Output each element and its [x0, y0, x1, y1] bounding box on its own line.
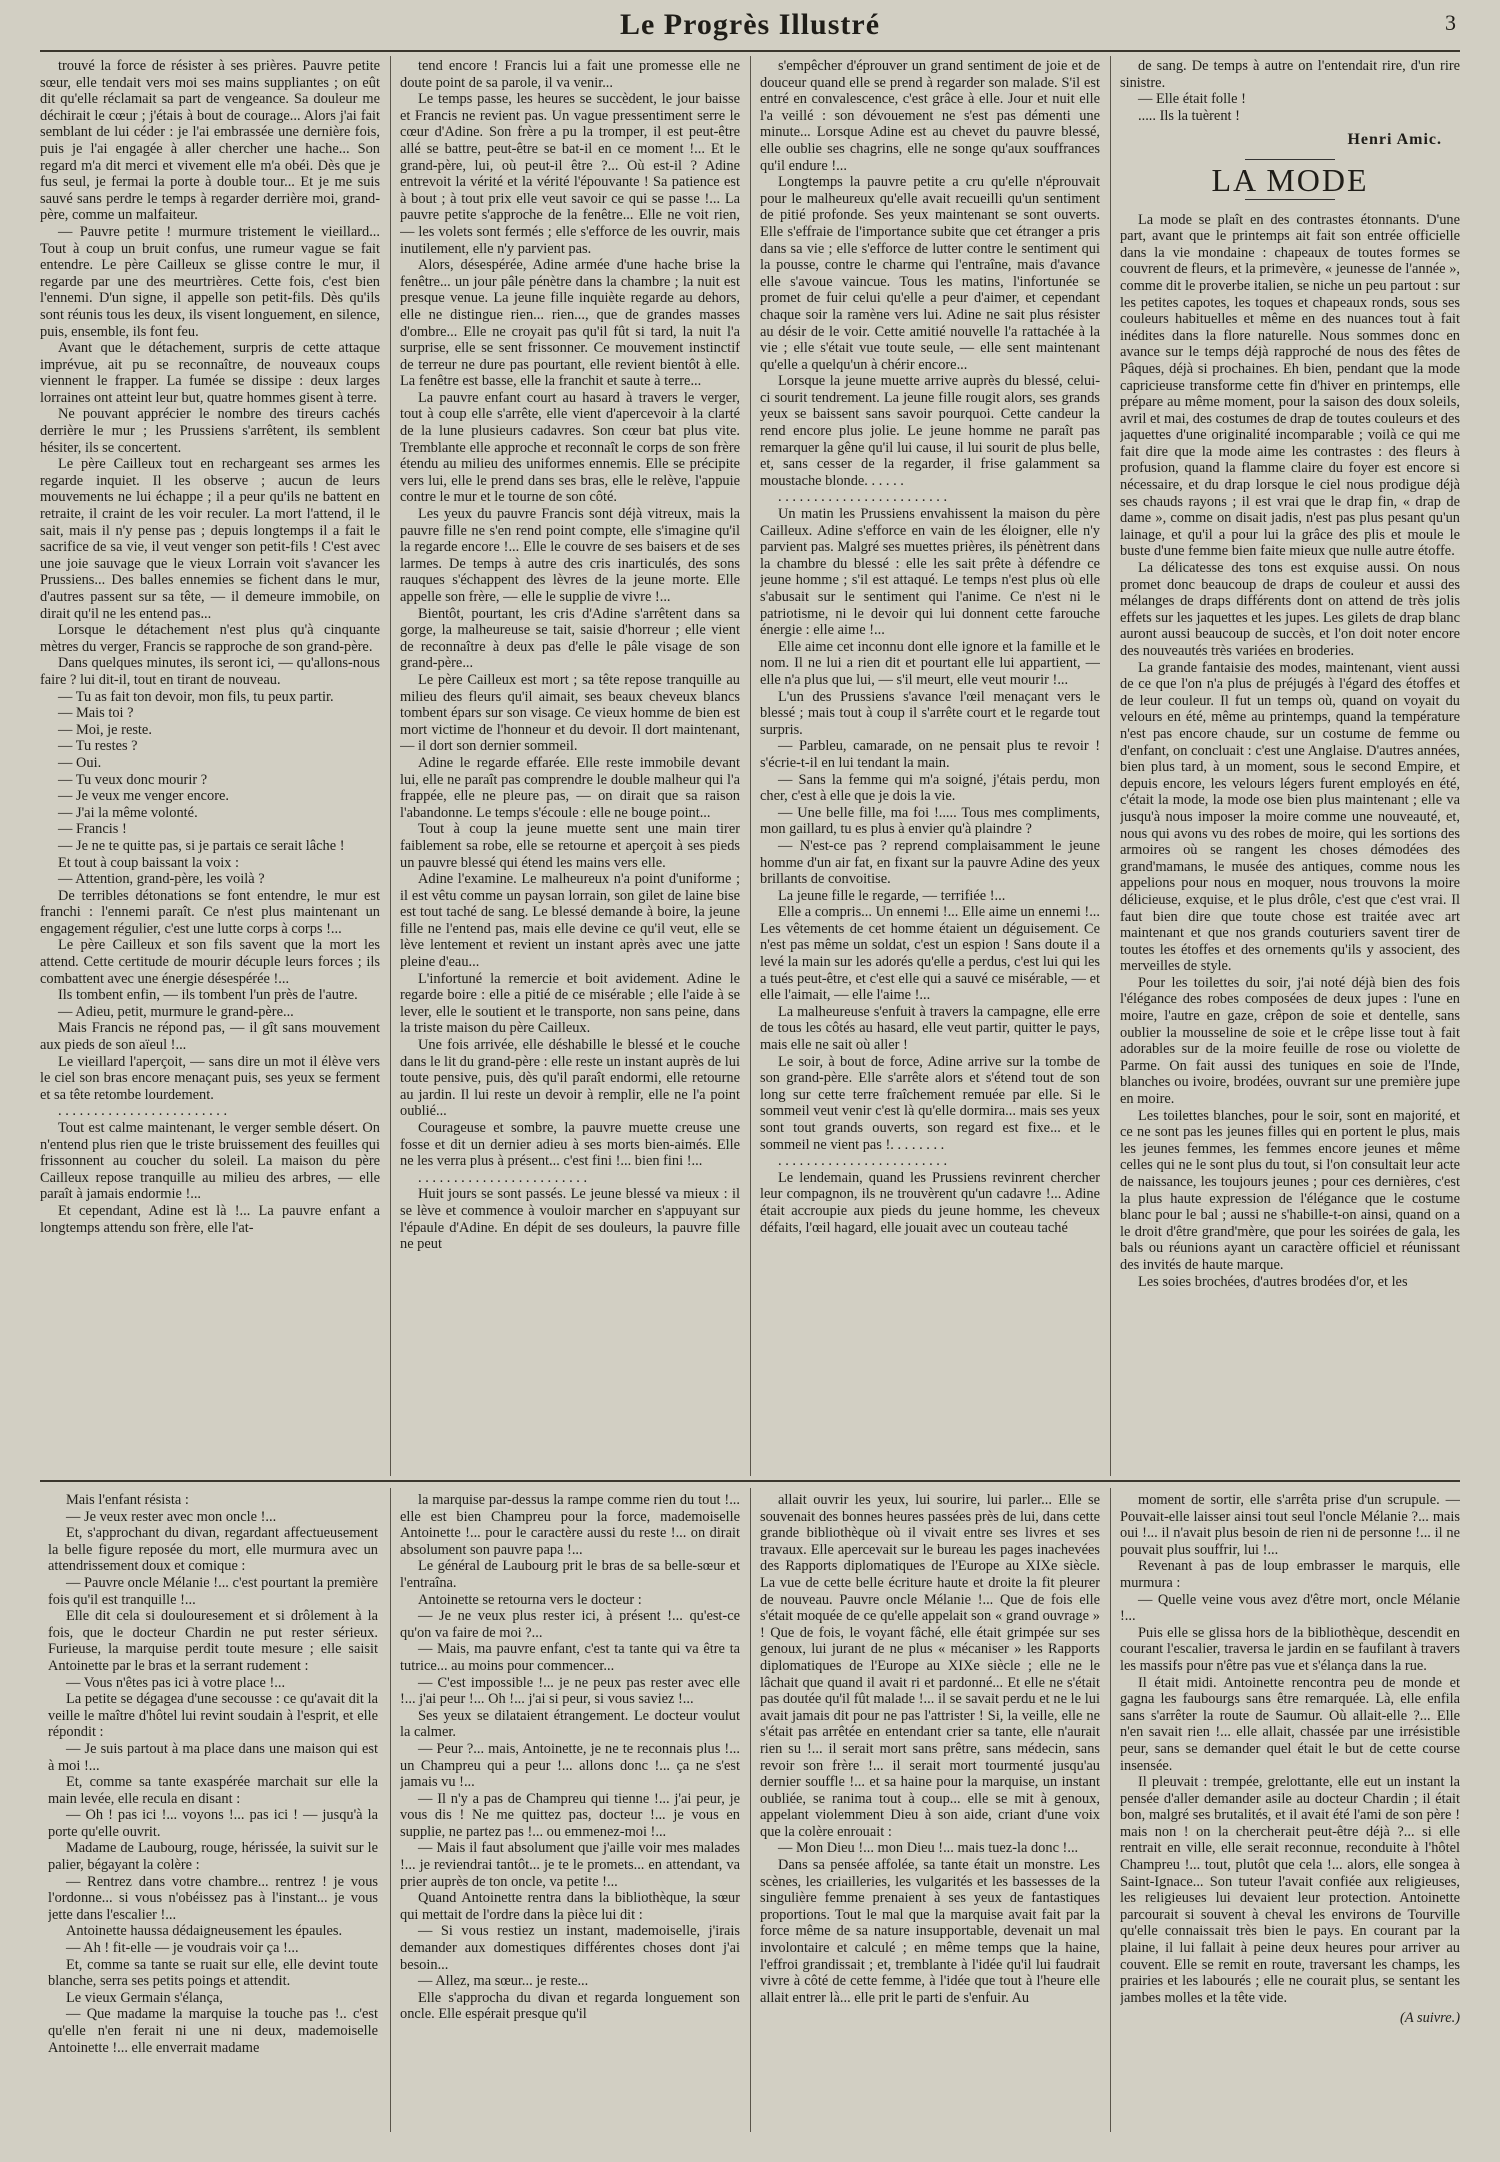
- paragraph: — Je veux rester avec mon oncle !...: [66, 1508, 277, 1525]
- paragraph: — Rentrez dans votre chambre... rentrez ! je vous l'ordonne... si vous n'obéissez pas à l'instant... je vous jette dans l'escalier !...: [48, 1873, 378, 1923]
- section-separator: [1245, 199, 1335, 200]
- paragraph: — Mais il faut absolument que j'aille voir mes malades !... je reviendrai tantôt... je te le promets... en attendant, va prier auprès de ton oncle, va petite !...: [400, 1840, 740, 1890]
- author-signature: Henri Amic.: [1347, 131, 1442, 149]
- paragraph: — Mais, ma pauvre enfant, c'est ta tante qui va être ta tutrice... au moins pour commencer...: [400, 1641, 740, 1674]
- paragraph: — Quelle veine vous avez d'être mort, oncle Mélanie !...: [1120, 1591, 1460, 1625]
- paragraph: Longtemps la pauvre petite a cru qu'elle n'éprouvait pour le malheureux qu'elle avait recueilli qu'un sentiment de pitié profonde. Ses yeux maintenant se sont ouverts. Elle s'effraie de l'importance subite que cet étranger a pris dans sa vie ; elle s'efforce de lutter contre le sentiment qui la pousse, contre le charme qui l'entraîne, mais d'avance elle s'avoue vaincue. Tous les matins, l'infortunée se promet de fuir celui qu'elle a peur d'aimer, et cependant chaque soir la ramène vers lui. Adine ne sait plus résister au désir de le voir. Cette amitié nouvelle l'a rattachée à la vie ; elle s'était vue toute seule, — elle sent maintenant qu'elle a quelqu'un à chérir encore...: [760, 174, 1100, 373]
- paragraph: Et, comme sa tante exaspérée marchait sur elle la main levée, elle recula en disant :: [48, 1774, 378, 1807]
- paragraph: tend encore ! Francis lui a fait une promesse elle ne doute point de sa parole, il va venir...: [400, 58, 740, 91]
- column-divider: [750, 56, 751, 1476]
- paragraph: Il était midi. Antoinette rencontra peu de monde et gagna les faubourgs sans être remarquée. Là, elle enfila sans s'arrêter la route de Saumur. Où allait-elle ?... Elle n'en savait rien !... elle allait, chassée par une irrésistible peur, sans se demander quel était le but de cette course insensée.: [1120, 1674, 1460, 1774]
- paragraph: — Mon Dieu !... mon Dieu !... mais tuez-la donc !...: [778, 1840, 1079, 1857]
- paragraph: Et cependant, Adine est là !... La pauvre enfant a longtemps attendu son frère, elle l'at-: [40, 1202, 380, 1236]
- paragraph: La jeune fille le regarde, — terrifiée !...: [778, 887, 1006, 904]
- paragraph: Un matin les Prussiens envahissent la maison du père Cailleux. Adine s'efforce en vain de les éloigner, elle n'y parvient pas. Malgré ses muettes prières, ils pénètrent dans la chambre du blessé : elle les sait prête à défendre ce jeune homme ; s'il est attaqué. Le temps n'est plus où elle s'abusait sur le sentiment qui l'anime. Ce n'est ni le patriotisme, ni le devoir qui lui donnent cette farouche énergie : elle aime !...: [760, 506, 1100, 639]
- paragraph: Ne pouvant apprécier le nombre des tireurs cachés derrière le mur ; les Prussiens s'arrêtent, ils semblent hésiter, ils se concertent.: [40, 406, 380, 456]
- paragraph: — Attention, grand-père, les voilà ?: [58, 871, 265, 888]
- paragraph: Elle a compris... Un ennemi !... Elle aime un ennemi !... Les vêtements de cet homme étaient un déguisement. Ce n'est pas même un soldat, c'est un espion ! Sans doute il a levé la main sur les adorés qu'elle a perdus, c'est lui qui les a tués peut-être, et c'est elle qui a sauvé ce misérable, — et elle l'aimait, — elle l'aime !...: [760, 904, 1100, 1004]
- paragraph: Et tout à coup baissant la voix :: [58, 854, 240, 871]
- paragraph: Il pleuvait : trempée, grelottante, elle eut un instant la pensée d'aller demander asile au docteur Chardin ; il était bon, malgré ses brutalités, et il avait été l'ami de son père ! mais non ! on la chercherait peut-être déjà ?... si elle rentrait en ville, elle serait reconnue, reconduite à l'hôtel Champreu !... tout, plutôt que cela !... alors, elle songea à Saint-Ignace... Son tuteur l'avait confiée aux religieuses, les religieuses lui devaient leur protection. Antoinette parcourait si souvent à cheval les environs de Tourville qu'elle connaissait très bien le pays. En courant par la plaine, il lui fallait à peine deux heures pour arriver au couvent. Elle se remit en route, traversant les champs, les prairies et les labourés ; elle ne courait plus, se sentant les jambes molles et la tête vide.: [1120, 1774, 1460, 2006]
- paragraph: Dans sa pensée affolée, sa tante était un monstre. Les scènes, les criailleries, les vulgarités et les bassesses de la singulière femme prenaient à ses yeux de fantastiques proportions. Tout le mal que la marquise avait fait par la force même de sa nature insupportable, devenait un mal involontaire et calculé ; en même temps que la haine, l'effroi grandissait ; et, tremblante à l'idée qu'il lui faudrait vivre à côté de cette femme, à l'idée que tout à l'heure elle allait entrer là... elle prit le parti de s'enfuir. Au: [760, 1857, 1100, 2006]
- paragraph: Le père Cailleux est mort ; sa tête repose tranquille au milieu des fleurs qu'il aimait, ses beaux cheveux blancs tombent épars sur son visage. Ce vieux homme de bien est mort victime de l'honneur et du devoir. Il dort maintenant, — il dort son dernier sommeil.: [400, 671, 740, 755]
- paragraph: — Tu as fait ton devoir, mon fils, tu peux partir.: [58, 688, 334, 705]
- paragraph: — Mais toi ?: [58, 705, 134, 722]
- paragraph: La mode se plaît en des contrastes étonnants. D'une part, avant que le printemps ait fait son entrée officielle dans la vie mondaine : chapeaux de toutes formes se couvrent de fleurs, et la primevère, « jeunesse de l'année », comme dit le proverbe italien, se niche un peu partout : sur les petites capotes, les toques et chapeaux ronds, sous ses couleurs habituelles et même en des nuances tout à fait inédites dans la flore naturelle. Nous sommes donc en avance sur le temps déjà rapproché de nous des fêtes de Pâques, déjà si prochaines. Eh bien, pendant que la mode capricieuse transforme cette fin d'hiver en printemps, elle prépare au même moment, pour la saison des doux soleils, avril et mai, des costumes de drap de toutes couleurs et des jaquettes d'une originalité incomparable ; voilà ce qui me fait dire que la mode aime les contrastes : des fleurs à profusion, quand la flamme claire du foyer est encore si nécessaire, et du drap lorsque le ciel nous prodigue déjà ses chauds rayons ; il est vrai que le drap fin, « drap de dame », comme on disait jadis, n'est pas plus pesant qu'un lainage, et qu'il a pour lui la grâce des plis et moule le buste d'une femme bien faite mieux que nulle autre étoffe.: [1120, 211, 1460, 560]
- paragraph: Le général de Laubourg prit le bras de sa belle-sœur et l'entraîna.: [400, 1558, 740, 1591]
- paragraph: allait ouvrir les yeux, lui sourire, lui parler... Elle se souvenait des bonnes heures passées près de lui, dans cette grande bibliothèque où il vivait entre ses livres et ses travaux. Elle apercevait sur le bureau les pages inachevées des Rapports diplomatiques de l'Europe au XIXe siècle. La vue de cette belle écriture haute et droite la fit pleurer de nouveau. Pauvre oncle Mélanie !... Que de fois elle s'était moquée de ce qu'elle appelait son « grand ouvrage » ! Que de fois, le voyant fâché, elle était grimpée sur ses genoux, lui jurant de ne plus « mécaniser » les Rapports diplomatiques de l'Europe au XIXe siècle ; elle ne le lâchait que quand il avait ri et pardonné... Et elle ne s'était pas doutée qu'il fût malade !... il se savait perdu et ne le lui avait jamais dit pour ne pas l'attrister ! Si, la veille, elle ne s'était pas arrêtée en entendant crier sa tante, elle n'aurait rien su !... il serait mort sans prêtre, sans médecin, sans revoir son frère !... il serait mort tourmenté jusqu'au dernier souffle !... et sa haine pour la marquise, un instant oubliée, se ranima tout à coup... elle se mit à genoux, appelant violemment Dieu à son aide, criant d'une voix que la colère enrouait :: [760, 1492, 1100, 1840]
- paragraph: Antoinette haussa dédaigneusement les épaules.: [66, 1923, 343, 1940]
- paragraph: Le père Cailleux tout en rechargeant ses armes les regarde inquiet. Il les observe ; aucun de leurs mouvements ne lui échappe ; il a peur qu'ils ne battent en retraite, il craint de les voir reculer. La mort l'attend, il le sait, mais il n'y pense pas ; depuis longtemps il a fait le sacrifice de sa vie, il veut venger son petit-fils ! C'est avec une joie sauvage que le vieux Lorrain voit s'avancer les Prussiens... Des balles ennemies se fichent dans le mur, d'autres passent sur sa tête, — il demeure immobile, on dirait qu'il ne les entend pas...: [40, 456, 380, 622]
- paragraph: — Que madame la marquise la touche pas !.. c'est qu'elle n'en ferait ni une ni deux, mademoiselle Antoinette !... elle enverrait madame: [48, 2006, 378, 2056]
- paragraph: Avant que le détachement, surpris de cette attaque imprévue, ait pu se reconnaître, de nouveaux coups viennent le frapper. La fumée se dissipe : deux larges lorraines ont atteint leur but, quatre hommes gisent à terre.: [40, 340, 380, 406]
- paragraph: — Francis !: [58, 821, 127, 838]
- paragraph: — C'est impossible !... je ne peux pas rester avec elle !... j'ai peur !... Oh !... j'ai si peur, si vous saviez !...: [400, 1674, 740, 1708]
- paragraph: — Elle était folle !: [1138, 91, 1246, 108]
- column-divider: [1110, 1488, 1111, 2132]
- lower-column-3: [760, 1492, 1100, 2132]
- paragraph: — Si vous restiez un instant, mademoiselle, j'irais demander aux domestiques différentes choses dont j'ai besoin...: [400, 1923, 740, 1973]
- section-rule: [40, 1480, 1460, 1482]
- paragraph: Elle dit cela si doulouresement et si drôlement à la fois, que le docteur Chardin ne put rester sérieux. Furieuse, la marquise perdit toute mesure ; elle saisit Antoinette par le bras et la serrant rudement :: [48, 1608, 378, 1674]
- la-mode-article: [1120, 212, 1460, 1291]
- paragraph: La délicatesse des tons est exquise aussi. On nous promet donc beaucoup de draps de couleur et aussi des mélanges de draps différents dont on attend de très jolis effets sur les jaquettes et les jupes. Les gilets de drap blanc auront aussi beaucoup de succès, et l'on doit noter encore des nouveautés très variées en broderies.: [1120, 560, 1460, 659]
- paragraph: La pauvre enfant court au hasard à travers le verger, tout à coup elle s'arrête, elle vient d'apercevoir à la clarté de la lune plusieurs cadavres. Son cœur bat plus vite. Tremblante elle approche et reconnaît le corps de son frère étendu au milieu des uniformes ennemis. Elle se précipite vers lui, elle le prend dans ses bras, elle le relève, l'appuie contre le mur et le tourne de son côté.: [400, 389, 740, 506]
- paragraph: s'empêcher d'éprouver un grand sentiment de joie et de douceur quand elle se prend à regarder son malade. S'il est entré en convalescence, c'est grâce à elle. Jour et nuit elle l'a veillé : son dévouement ne s'est pas démenti une minute... Lorsque Adine est au chevet du pauvre blessé, elle oublie ses chagrins, elle ne songe qu'aux souffrances qu'il endure !...: [760, 58, 1100, 174]
- paragraph: Quand Antoinette rentra dans la bibliothèque, la sœur qui mettait de l'ordre dans la pièce lui dit :: [400, 1890, 740, 1923]
- paragraph: — Peur ?... mais, Antoinette, je ne te reconnais plus !... un Champreu qui a peur !... allons donc !... ça ne s'est jamais vu !...: [400, 1740, 740, 1791]
- page-number: 3: [1445, 10, 1456, 35]
- lower-column-4: [1120, 1492, 1460, 2132]
- paragraph: . . . . . . . . . . . . . . . . . . . . . . . .: [778, 489, 948, 506]
- upper-column-2: [400, 58, 740, 1476]
- paragraph: Une fois arrivée, elle déshabille le blessé et le couche dans le lit du grand-père : elle reste un instant auprès de lui toute pensive, puis, dès qu'il paraît endormi, elle retourne au jardin. Il lui reste un devoir à remplir, elle ne l'a point oublié...: [400, 1037, 740, 1120]
- column-divider: [1110, 56, 1111, 1476]
- paragraph: L'infortuné la remercie et boit avidement. Adine le regarde boire : elle a pitié de ce misérable ; elle l'aide à se lever, elle le soutient et le transporte, non sans peine, dans la triste maison du père Cailleux.: [400, 970, 740, 1037]
- paragraph: — Allez, ma sœur... je reste...: [418, 1973, 589, 1990]
- paragraph: ..... Ils la tuèrent !: [1138, 107, 1240, 124]
- upper-column-3: [760, 58, 1100, 1476]
- paragraph: — Parbleu, camarade, on ne pensait plus te revoir ! s'écrie-t-il en lui tendant la main.: [760, 738, 1100, 771]
- paragraph: trouvé la force de résister à ses prières. Pauvre petite sœur, elle tendait vers moi ses mains suppliantes ; on eût dit qu'elle réclamait sa part de vengeance. Sa douleur me déchirait le cœur ; j'étais à bout de courage... Alors j'ai fait semblant de lui céder : je l'ai embrassée une dernière fois, puis je l'ai engagée à aller chercher une hache... Son regard m'a dit merci et vivement elle m'a obéi. Dès que je fus seul, je fermai la porte à double tour... Et je me suis sauvé sans perdre le temps à regarder derrière moi, grand-père, comme un malfaiteur.: [40, 58, 380, 224]
- paragraph: — J'ai la même volonté.: [58, 804, 198, 821]
- paragraph: — Pauvre petite ! murmure tristement le vieillard... Tout à coup un bruit confus, une rumeur vague se fait entendre. Le père Cailleux se glisse contre le mur, il regarde par une des meurtrières. Cette fois, c'est bien l'ennemi. D'un signe, il appelle son petit-fils. Dès qu'ils sont réunis tous les deux, ils visent longuement, en silence, puis, ensemble, ils font feu.: [40, 223, 380, 340]
- paragraph: — Vous n'êtes pas ici à votre place !...: [66, 1674, 286, 1691]
- paragraph: — N'est-ce pas ? reprend complaisamment le jeune homme d'un air fat, en fixant sur la pauvre Adine des yeux brillants de convoitise.: [760, 837, 1100, 888]
- paragraph: Courageuse et sombre, la pauvre muette creuse une fosse et dit un dernier adieu à ses morts bien-aimés. Elle ne les verra plus à présent... c'est fini !... bien fini !...: [400, 1120, 740, 1170]
- paragraph: Le temps passe, les heures se succèdent, le jour baisse et Francis ne revient pas. Un vague pressentiment serre le cœur d'Adine. Son frère a pu la tromper, il est peut-être allé se battre, peut-être se bat-il en ce moment !... Et le grand-père, lui, où peut-il être ?... Où est-il ? Adine entrevoit la vérité et la vérité l'épouvante ! Sa patience est à bout ; à tout prix elle veut savoir ce qui se passe !... La pauvre petite s'approche de la fenêtre... Elle ne voit rien, — les volets sont fermés ; elle s'efforce de les ouvrir, mais inutilement, elle n'y parvient pas.: [400, 91, 740, 257]
- paragraph: . . . . . . . . . . . . . . . . . . . . . . . .: [418, 1169, 588, 1186]
- paragraph: Le père Cailleux et son fils savent que la mort les attend. Cette certitude de mourir décuple leurs forces ; ils combattent avec une énergie désespérée !...: [40, 937, 380, 987]
- paragraph: Les yeux du pauvre Francis sont déjà vitreux, mais la pauvre fille ne s'en rend point compte, elle s'imagine qu'il la regarde encore !... Elle le couvre de ses baisers et de ses larmes. De temps à autre des cris inarticulés, des sons rauques s'échappent des lèvres de la jeune morte. Elle appelle son frère, — elle le supplie de vivre !...: [400, 506, 740, 605]
- paragraph: — Je suis partout à ma place dans une maison qui est à moi !...: [48, 1740, 378, 1774]
- paragraph: — Il n'y a pas de Champreu qui tienne !... j'ai peur, je vous dis ! Ne me quittez pas, docteur !... je vous en supplie, ne partez pas !... ou emmenez-moi !...: [400, 1790, 740, 1840]
- paragraph: la marquise par-dessus la rampe comme rien du tout !... elle est bien Champreu pour la force, mademoiselle Antoinette !... pour le caractère aussi du reste !... on dirait absolument son pauvre papa !...: [400, 1492, 740, 1558]
- paragraph: — Je veux me venger encore.: [58, 788, 230, 805]
- paragraph: Les toilettes blanches, pour le soir, sont en majorité, et ce ne sont pas les jeunes filles qui en portent le plus, mais les jeunes femmes, les femmes encore jeunes et même celles qui ne le sont plus du tout, si l'on consultait leur acte de naissance, les toujours jeunes ; pour ces dernières, c'est la plus haute expression de l'élégance que le costume blanc pour le bal ; aussi ne s'habille-t-on ainsi, quand on a le droit d'être grand'mère, que pour les soirées de gala, les bals ou réunions ayant un caractère officiel et réunissant des invités de haute marque.: [1120, 1107, 1460, 1273]
- paragraph: Bientôt, pourtant, les cris d'Adine s'arrêtent dans sa gorge, la malheureuse se tait, saisie d'horreur ; elle vient de reconnaître à deux pas d'elle le pâle visage de son grand-père...: [400, 605, 740, 672]
- story-ending: [1120, 58, 1460, 124]
- paragraph: Tout à coup la jeune muette sent une main tirer faiblement sa robe, elle se retourne et aperçoit à ses pieds un pauvre blessé qui étend les mains vers elle.: [400, 821, 740, 871]
- paragraph: Lorsque la jeune muette arrive auprès du blessé, celui-ci sourit tendrement. La jeune fille rougit alors, ses grands yeux se baissent sans savoir pourquoi. Cette candeur la rend encore plus jolie. Le jeune homme ne paraît pas remarquer la gêne qu'il lui cause, il lui sourit de plus belle, et, sans cesser de la regarder, il frise galamment sa moustache blonde. . . . . .: [760, 373, 1100, 489]
- paragraph: Mais Francis ne répond pas, — il gît sans mouvement aux pieds de son aïeul !...: [40, 1020, 380, 1054]
- lower-column-1: [48, 1492, 378, 2132]
- lower-column-2: [400, 1492, 740, 2132]
- paragraph: Dans quelques minutes, ils seront ici, — qu'allons-nous faire ? lui dit-il, tout en tirant de nouveau.: [40, 655, 380, 688]
- paragraph: Mais l'enfant résista :: [66, 1492, 189, 1508]
- paragraph: — Adieu, petit, murmure le grand-père...: [58, 1003, 294, 1020]
- paragraph: — Pauvre oncle Mélanie !... c'est pourtant la première fois qu'il est tranquille !...: [48, 1574, 378, 1608]
- paragraph: Alors, désespérée, Adine armée d'une hache brise la fenêtre... un jour pâle pénètre dans la chambre ; la nuit est presque venue. La jeune fille inquiète regarde au dehors, elle ne distingue rien... rien..., que de grandes masses d'ombre... Elle ne croyait pas qu'il fût si tard, la nuit l'a surprise, elle se sent frissonner. Ce mouvement instinctif de terreur ne dure pas pourtant, elle revient bientôt à elle. La fenêtre est basse, elle la franchit et saute à terre...: [400, 257, 740, 390]
- paragraph: Tout est calme maintenant, le verger semble désert. On n'entend plus rien que le triste bruissement des feuilles qui frissonnent au coucher du soleil. La maison du père Cailleux repose tranquille au milieu des arbres, — elle paraît à jamais endormie !...: [40, 1120, 380, 1203]
- feuilleton-text: [1120, 1492, 1460, 2006]
- paragraph: — Oui.: [58, 754, 102, 771]
- section-title-la-mode: LA MODE: [1211, 161, 1369, 198]
- paragraph: Adine l'examine. Le malheureux n'a point d'uniforme ; il est vêtu comme un paysan lorrain, son gilet de laine bise est tout taché de sang. Le blessé demande à boire, la jeune fille ne l'entend pas, mais elle devine ce qu'il veut, elle se lève lentement et revient un instant après avec une jatte pleine d'eau...: [400, 871, 740, 971]
- paragraph: Adine le regarde effarée. Elle reste immobile devant lui, elle ne paraît pas comprendre le double malheur qui l'a frappée, elle ne pleure pas, — on dirait que sa raison l'abandonne. Le temps s'écoule : elle ne bouge point...: [400, 754, 740, 821]
- paragraph: L'un des Prussiens s'avance l'œil menaçant vers le blessé ; mais tout à coup il s'arrête court et le regarde tout surpris.: [760, 688, 1100, 738]
- paragraph: Revenant à pas de loup embrasser le marquis, elle murmura :: [1120, 1558, 1460, 1591]
- paragraph: Les soies brochées, d'autres brodées d'or, et les: [1138, 1273, 1408, 1290]
- paragraph: — Ah ! fit-elle — je voudrais voir ça !...: [66, 1940, 299, 1957]
- paragraph: — Tu restes ?: [58, 738, 138, 755]
- paragraph: Antoinette se retourna vers le docteur :: [418, 1591, 642, 1608]
- to-be-continued: (A suivre.): [1400, 2010, 1460, 2027]
- paragraph: — Sans la femme qui m'a soigné, j'étais perdu, mon cher, c'est à elle que je dois la vie.: [760, 771, 1100, 805]
- paragraph: Le vieux Germain s'élança,: [66, 1989, 223, 2006]
- paragraph: Et, s'approchant du divan, regardant affectueusement la belle figure reposée du mort, elle murmura avec un attendrissement doux et comique :: [48, 1525, 378, 1575]
- paragraph: La grande fantaisie des modes, maintenant, vient aussi de ce que l'on n'a plus de préjugés à l'égard des étoffes et de leur couleur. Il fut un temps où, quand on voyait du velours en été, même au printemps, quand la température n'est pas encore chaude, sur un costume de femme ou d'enfant, on concluait : c'est une Anglaise. D'autres années, bien plus tard, à un moment, sous le second Empire, et depuis encore, les velours légers furent employés en été, c'était la mode, la mode ose bien plus maintenant ; elle va jusqu'à nous imposer la moire comme une nouveauté, et, nous qui avons vu des robes de moire, qui les sortions des armoires où se rangent les choses démodées des grand'mamans, le musée des antiques, comme nous les appelions pour nous en moquer, nous trouvons la moire délicieuse, exquise, et le plus drôle, c'est que c'est vrai. Il faut bien dire que toute chose est traitée avec art maintenant et que nos grands couturiers savent tirer de toutes les étoffes et des ornements qu'ils y associent, des merveilles de style.: [1120, 659, 1460, 975]
- paragraph: La malheureuse s'enfuit à travers la campagne, elle erre de tous les côtés au hasard, elle veut partir, quitter le pays, mais elle ne sait où aller !: [760, 1003, 1100, 1054]
- paragraph: — Une belle fille, ma foi !..... Tous mes compliments, mon gaillard, tu es plus à envier qu'à plaindre ?: [760, 804, 1100, 838]
- paragraph: Elle aime cet inconnu dont elle ignore et la famille et le nom. Il ne lui a rien dit et pourtant elle lui appartient, — elle n'a plus que lui, — s'il meurt, elle veut mourir !...: [760, 638, 1100, 688]
- column-divider: [390, 1488, 391, 2132]
- paragraph: Le lendemain, quand les Prussiens revinrent chercher leur compagnon, ils ne trouvèrent qu'un cadavre !... Adine était accroupie aux pieds du jeune homme, les cheveux défaits, l'œil hagard, elle jouait avec un couteau taché: [760, 1169, 1100, 1236]
- paragraph: Ils tombent enfin, — ils tombent l'un près de l'autre.: [58, 987, 358, 1004]
- paragraph: Le vieillard l'aperçoit, — sans dire un mot il élève vers le ciel son bras encore menaçant puis, ses yeux se ferment et sa tête retombe lourdement.: [40, 1053, 380, 1103]
- column-divider: [750, 1488, 751, 2132]
- column-divider: [390, 56, 391, 1476]
- paragraph: Lorsque le détachement n'est plus qu'à cinquante mètres du verger, Francis se rapproche de son grand-père.: [40, 622, 380, 655]
- paragraph: — Oh ! pas ici !... voyons !... pas ici ! — jusqu'à la porte qu'elle ouvrit.: [48, 1807, 378, 1840]
- masthead-rule: [40, 50, 1460, 52]
- upper-column-1: [40, 58, 380, 1476]
- paragraph: Huit jours se sont passés. Le jeune blessé va mieux : il se lève et commence à vouloir marcher en s'appuyant sur l'épaule d'Adine. En dépit de ses douleurs, la pauvre fille ne peut: [400, 1186, 740, 1253]
- paragraph: . . . . . . . . . . . . . . . . . . . . . . . .: [58, 1103, 228, 1120]
- section-separator: [1245, 159, 1335, 160]
- paragraph: moment de sortir, elle s'arrêta prise d'un scrupule. — Pouvait-elle laisser ainsi tout seul l'oncle Mélanie ?... mais oui !... il n'avait plus besoin de rien ni de personne !... il ne pouvait plus souffrir, lui !...: [1120, 1492, 1460, 1558]
- masthead: [40, 0, 1460, 50]
- paragraph: Le soir, à bout de force, Adine arrive sur la tombe de son grand-père. Elle s'arrête alors et s'étend tout de son long sur cette terre fraîchement remuée par elle. Si le sommeil veut venir c'est là qu'elle dormira... mais ses yeux sont tout grands ouverts, son regard est fixe... et le sommeil ne vient pas !. . . . . . . .: [760, 1053, 1100, 1153]
- paragraph: Elle s'approcha du divan et regarda longuement son oncle. Elle espérait presque qu'il: [400, 1989, 740, 2023]
- paragraph: — Je ne veux plus rester ici, à présent !... qu'est-ce qu'on va faire de moi ?...: [400, 1608, 740, 1641]
- paragraph: Madame de Laubourg, rouge, hérissée, la suivit sur le palier, bégayant la colère :: [48, 1840, 378, 1874]
- masthead-title: Le Progrès Illustré: [619, 8, 881, 41]
- paragraph: . . . . . . . . . . . . . . . . . . . . . . . .: [778, 1153, 948, 1170]
- paragraph: De terribles détonations se font entendre, le mur est franchi : l'ennemi paraît. Ce n'est plus maintenant un engagement régulier, c'est une lutte corps à corps !...: [40, 887, 380, 937]
- paragraph: Pour les toilettes du soir, j'ai noté déjà bien des fois l'élégance des robes composées de deux jupes : l'une en moire, l'autre en gaze, crêpon de soie et dentelle, sans oublier la mousseline de soie et le crêpe lisse tout à fait adorables sur de la moire feuille de rose ou violette de Parme. On fait aussi des tuniques en soie de l'Inde, blanches ou ivoire, brodées, ouvrant sur une première jupe en moire.: [1120, 974, 1460, 1108]
- paragraph: Puis elle se glissa hors de la bibliothèque, descendit en courant l'escalier, traversa le jardin en se faufilant à travers les massifs pour n'être pas vue et s'élança dans la rue.: [1120, 1624, 1460, 1674]
- upper-column-4: [1120, 58, 1460, 1476]
- paragraph: — Tu veux donc mourir ?: [58, 771, 208, 788]
- paragraph: — Je ne te quitte pas, si je partais ce serait lâche !: [58, 837, 345, 854]
- paragraph: de sang. De temps à autre on l'entendait rire, d'un rire sinistre.: [1120, 58, 1460, 91]
- paragraph: — Moi, je reste.: [58, 721, 152, 738]
- paragraph: Ses yeux se dilataient étrangement. Le docteur voulut la calmer.: [400, 1707, 740, 1741]
- paragraph: Et, comme sa tante se ruait sur elle, elle devint toute blanche, serra ses petits poings et attendit.: [48, 1956, 378, 1990]
- paragraph: La petite se dégagea d'une secousse : ce qu'avait dit la veille le maître d'hôtel lui revint soudain à l'esprit, et elle répondit :: [48, 1691, 378, 1741]
